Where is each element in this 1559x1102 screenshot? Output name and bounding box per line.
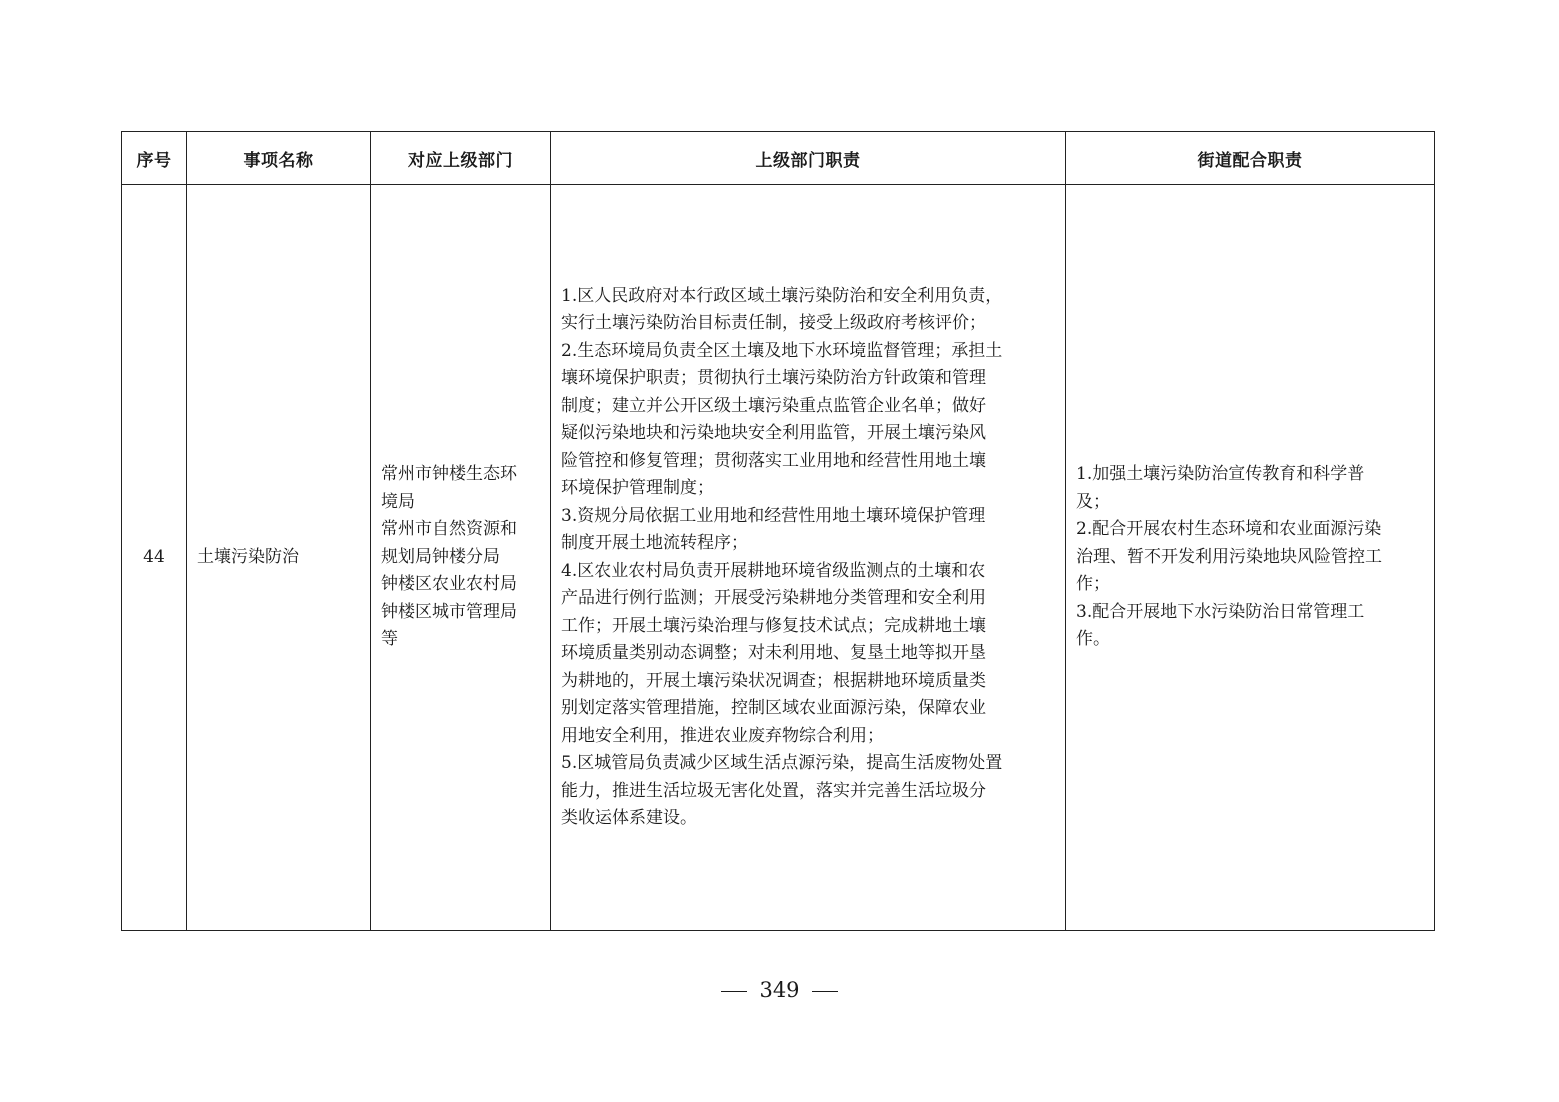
street-duty-line: 及； (1076, 491, 1110, 512)
duty-line: 4.区农业农村局负责开展耕地环境省级监测点的土壤和农 (561, 560, 986, 581)
duty-line: 环境保护管理制度； (561, 478, 714, 498)
duty-line: 产品进行例行监测；开展受污染耕地分类管理和安全利用 (561, 588, 986, 608)
duty-line: 5.区城管局负责减少区域生活点源污染，提高生活废物处置 (561, 753, 1003, 773)
department-line: 钟楼区农业农村局 (381, 574, 517, 595)
duty-line: 别划定落实管理措施，控制区域农业面源污染，保障农业 (561, 698, 986, 718)
row-street-duties (1066, 185, 1435, 931)
duty-line: 用地安全利用，推进农业废弃物综合利用； (561, 725, 884, 746)
department-line: 规划局钟楼分局 (381, 546, 500, 567)
header-row (122, 132, 1435, 185)
duty-line: 环境质量类别动态调整；对未利用地、复垦土地等拟开垦 (561, 643, 986, 663)
header-item-name: 事项名称 (187, 132, 371, 185)
duty-line: 工作；开展土壤污染治理与修复技术试点；完成耕地土壤 (561, 615, 986, 636)
duty-line: 3.资规分局依据工业用地和经营性用地土壤环境保护管理 (561, 505, 986, 526)
footer-dash-right (812, 991, 838, 992)
header-superior-duties: 上级部门职责 (551, 132, 1066, 185)
street-duty-line: 作； (1076, 574, 1110, 595)
duty-line: 险管控和修复管理；贯彻落实工业用地和经营性用地土壤 (561, 450, 986, 471)
street-duty-line: 治理、暂不开发利用污染地块风险管控工 (1076, 546, 1382, 567)
row-departments (371, 185, 551, 931)
duty-line: 制度开展土地流转程序； (561, 533, 748, 553)
header-number: 序号 (122, 132, 187, 185)
page-footer (0, 978, 1559, 1002)
row-number: 44 (122, 185, 187, 931)
street-duty-line: 2.配合开展农村生态环境和农业面源污染 (1076, 519, 1382, 540)
duty-line: 为耕地的，开展土壤污染状况调查；根据耕地环境质量类 (561, 670, 986, 691)
street-duty-line: 3.配合开展地下水污染防治日常管理工 (1076, 601, 1365, 622)
header-superior-department: 对应上级部门 (371, 132, 551, 185)
header-street-duties: 街道配合职责 (1066, 132, 1435, 185)
department-line: 常州市自然资源和 (381, 519, 517, 540)
duty-table (121, 131, 1435, 931)
page-number: 349 (759, 978, 800, 1002)
footer-dash-left (721, 991, 747, 992)
street-duty-line: 1.加强土壤污染防治宣传教育和科学普 (1076, 464, 1365, 485)
duty-line: 疑似污染地块和污染地块安全利用监管，开展土壤污染风 (561, 423, 986, 443)
duty-line: 壤环境保护职责；贯彻执行土壤污染防治方针政策和管理 (561, 368, 986, 388)
duty-line: 1.区人民政府对本行政区域土壤污染防治和安全利用负责， (561, 285, 1003, 306)
department-line: 常州市钟楼生态环 (381, 464, 517, 485)
department-line: 钟楼区城市管理局 (381, 601, 517, 622)
duty-line: 制度；建立并公开区级土壤污染重点监管企业名单；做好 (561, 395, 986, 416)
street-duty-line: 作。 (1076, 629, 1110, 650)
department-line: 境局 (381, 491, 415, 512)
duty-line: 类收运体系建设。 (561, 808, 697, 828)
duty-line: 实行土壤污染防治目标责任制，接受上级政府考核评价； (561, 313, 986, 333)
row-superior-duties (551, 185, 1066, 931)
department-line: 等 (381, 629, 398, 650)
duty-line: 能力，推进生活垃圾无害化处置，落实并完善生活垃圾分 (561, 780, 986, 801)
row-item-name: 土壤污染防治 (187, 185, 371, 931)
table-row (122, 185, 1435, 931)
duty-line: 2.生态环境局负责全区土壤及地下水环境监督管理；承担土 (561, 340, 1003, 361)
